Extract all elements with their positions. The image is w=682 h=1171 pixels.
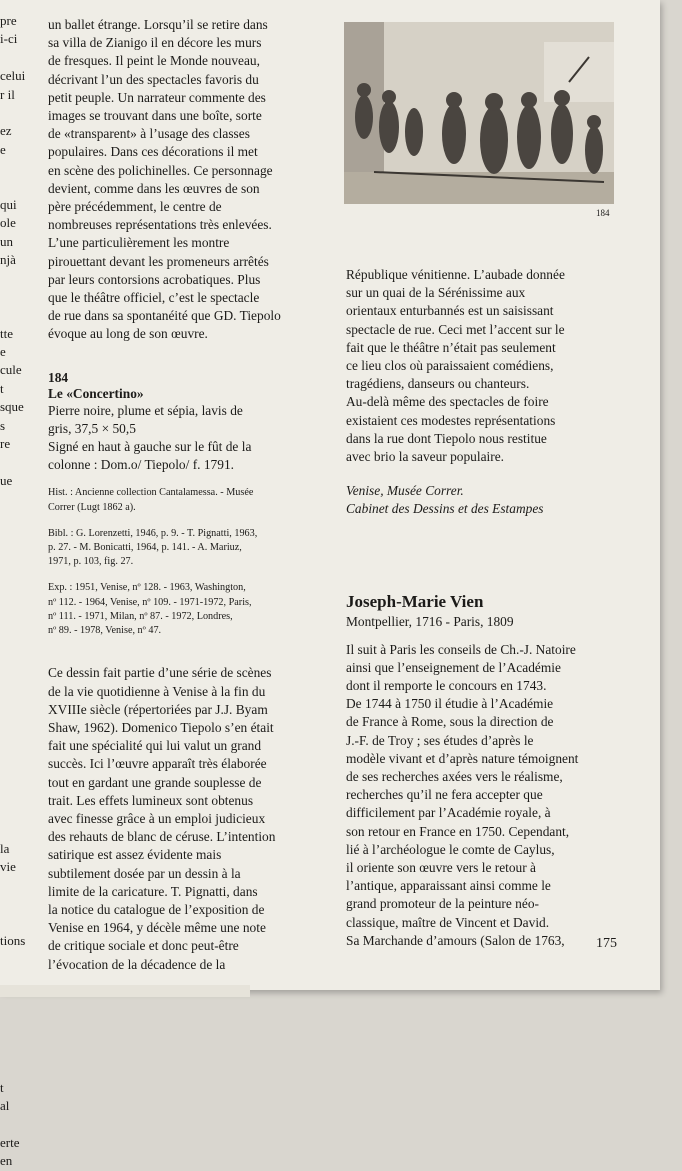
text-line: spectacle de rue. Ceci met l’accent sur le — [346, 321, 565, 337]
text-line: recherches qu’il ne fera accepter que — [346, 787, 543, 803]
edge-text-line — [0, 748, 32, 766]
edge-text-line: t — [0, 380, 4, 396]
edge-text-line — [0, 453, 32, 471]
text-line: Venise en 1964, y décèle même une note — [48, 920, 266, 936]
exhibition-line: Exp. : 1951, Venise, nº 128. - 1963, Washington, — [48, 582, 246, 594]
edge-text-line: e — [0, 344, 6, 360]
text-line: difficilement par l’Académie royale, à — [346, 805, 551, 821]
text-line: ce lieu clos où paraissaient comédiens, — [346, 358, 554, 374]
edge-text-line: al — [0, 1098, 10, 1114]
text-line: De 1744 à 1750 il étudie à l’Académie — [346, 696, 554, 712]
edge-text-line — [0, 1060, 32, 1078]
edge-text-line: ez — [0, 123, 12, 139]
text-line: fait une spécialité qui lui valut un grand — [48, 738, 262, 754]
edge-text-line — [0, 711, 32, 729]
text-line: que le théâtre officiel, c’est le spectacle — [48, 290, 260, 306]
text-line: Shaw, 1962). Domenico Tiepolo s’en était — [48, 719, 274, 735]
text-line: trait. Les effets lumineux sont obtenus — [48, 792, 254, 808]
text-line: Au-delà même des spectacles de foire — [346, 394, 549, 410]
text-line: limite de la caricature. T. Pignatti, dans — [48, 883, 258, 899]
edge-text-line — [0, 803, 32, 821]
text-line: Ce dessin fait partie d’une série de scènes — [48, 665, 272, 681]
text-line: en scène des polichinelles. Ce personnage — [48, 162, 273, 178]
edge-text-line — [0, 545, 32, 563]
text-line: modèle vivant et d’après nature témoignent — [346, 750, 579, 766]
edge-text-line — [0, 637, 32, 655]
artist-dates: Montpellier, 1716 - Paris, 1809 — [346, 613, 514, 629]
edge-text-line — [0, 876, 32, 894]
edge-text-line: tte — [0, 325, 13, 341]
right-para-1 — [346, 266, 636, 466]
text-line: orientaux enturbannés est un saisissant — [346, 303, 554, 319]
text-line: dont il remporte le concours en 1743. — [346, 678, 547, 694]
edge-text-line — [0, 821, 32, 839]
bibliography-line: 1971, p. 103, fig. 27. — [48, 556, 134, 568]
edge-text-line — [0, 1005, 32, 1023]
text-line: L’une particulièrement les montre — [48, 235, 230, 251]
edge-text-line — [0, 527, 32, 545]
text-line: il oriente son œuvre vers le retour à — [346, 860, 537, 876]
text-line: père précédemment, le centre de — [48, 199, 222, 215]
detail-line: Pierre noire, plume et sépia, lavis de — [48, 402, 243, 418]
edge-text-line: ole — [0, 215, 16, 231]
entry-details — [48, 402, 338, 475]
edge-text-line — [0, 950, 32, 968]
edge-text-line — [0, 766, 32, 784]
edge-text-line — [0, 509, 32, 527]
edge-text-line — [0, 729, 32, 747]
text-line: de France à Rome, sous la direction de — [346, 714, 554, 730]
edge-text-line — [0, 674, 32, 692]
exhibition-note — [48, 581, 338, 638]
text-line: tout en gardant une grande souplesse de — [48, 774, 262, 790]
edge-text-line: e — [0, 141, 6, 157]
text-line: de ses recherches axées vers le réalisme, — [346, 769, 563, 785]
bibliography-note — [48, 527, 338, 570]
detail-line: colonne : Dom.o/ Tiepolo/ f. 1791. — [48, 457, 234, 473]
history-line: Correr (Lugt 1862 a). — [48, 501, 136, 513]
edge-text-line — [0, 288, 32, 306]
edge-text-line: tions — [0, 932, 26, 948]
edge-text-line — [0, 49, 32, 67]
underlying-page-edge — [0, 985, 250, 997]
text-line: subtilement dosée par un dessin à la — [48, 865, 241, 881]
text-line: décrivant l’un des spectacles favoris du — [48, 71, 259, 87]
edge-text-line — [0, 1115, 32, 1133]
edge-text-line: un — [0, 233, 13, 249]
edge-text-line: re — [0, 435, 11, 451]
artist-name: Joseph-Marie Vien — [346, 591, 484, 611]
text-line: évoque au long de son œuvre. — [48, 326, 208, 342]
text-line: Sa Marchande d’amours (Salon de 1763, — [346, 932, 565, 948]
exhibition-line: nº 89. - 1978, Venise, nº 47. — [48, 625, 162, 637]
edge-text-line — [0, 104, 32, 122]
edge-text-line: ue — [0, 472, 13, 488]
exhibition-line: nº 111. - 1971, Milan, nº 87. - 1972, Londres, — [48, 610, 233, 622]
text-line: des rehauts de blanc de céruse. L’intention — [48, 829, 276, 845]
text-line: classique, maître de Vincent et David. — [346, 914, 550, 930]
text-line: existaient ces modestes représentations — [346, 412, 556, 428]
edge-text-line: njà — [0, 252, 16, 268]
text-line: un ballet étrange. Lorsqu’il se retire dans — [48, 17, 268, 32]
edge-text-line — [0, 692, 32, 710]
history-note — [48, 486, 338, 514]
text-line: de rue dans sa spontanéité que GD. Tiepolo — [48, 308, 281, 324]
text-line: XVIIIe siècle (répertoriées par J.J. Byam — [48, 701, 268, 717]
text-line: populaires. Dans ces décorations il met — [48, 144, 258, 160]
edge-text-line: r il — [0, 86, 15, 102]
exhibition-line: nº 112. - 1964, Venise, nº 109. - 1971-1972, Paris, — [48, 596, 252, 608]
text-line: de la vie quotidienne à Venise à la fin du — [48, 683, 266, 699]
text-line: petit peuple. Un narrateur commente des — [48, 89, 266, 105]
edge-text-line — [0, 656, 32, 674]
text-line: nombreuses représentations très enlevées. — [48, 217, 272, 233]
detail-line: Signé en haut à gauche sur le fût de la — [48, 439, 252, 455]
edge-text-line: en — [0, 1153, 13, 1169]
text-line: fait que le théâtre n’était pas seulement — [346, 339, 556, 355]
text-line: images se trouvant dans une boîte, sorte — [48, 108, 262, 124]
detail-line: gris, 37,5 × 50,5 — [48, 420, 136, 436]
edge-text-line — [0, 1023, 32, 1041]
left-para-1 — [48, 16, 338, 344]
edge-text-line: vie — [0, 858, 16, 874]
text-line: satirique est assez évidente mais — [48, 847, 222, 863]
edge-text-line: cule — [0, 362, 22, 378]
text-line: avec finesse grâce à un emploi judicieux — [48, 810, 266, 826]
text-line: lié à l’archéologue le comte de Caylus, — [346, 841, 555, 857]
left-para-2 — [48, 664, 338, 973]
text-line: J.-F. de Troy ; ses études d’après le — [346, 732, 534, 748]
page-number: 175 — [596, 936, 617, 951]
edge-text-line: sque — [0, 399, 24, 415]
text-line: République vénitienne. L’aubade donnée — [346, 267, 565, 282]
entry-title: Le «Concertino» — [48, 385, 144, 401]
edge-text-line: pre — [0, 13, 17, 28]
edge-text-line — [0, 913, 32, 931]
text-line: de fresques. Il peint le Monde nouveau, — [48, 53, 260, 69]
edge-text-line — [0, 269, 32, 287]
text-line: tragédiens, danseurs ou chanteurs. — [346, 376, 530, 392]
text-line: sur un quai de la Sérénissime aux — [346, 285, 526, 301]
text-line: pirouettant devant les promeneurs arrêtés — [48, 253, 269, 269]
edge-text-line — [0, 601, 32, 619]
edge-text-line — [0, 968, 32, 986]
edge-text-line — [0, 564, 32, 582]
text-line: sa villa de Zianigo il en décore les murs — [48, 35, 262, 51]
edge-text-line — [0, 895, 32, 913]
right-para-2 — [346, 641, 636, 950]
edge-text-line — [0, 159, 32, 177]
edge-text-line — [0, 490, 32, 508]
text-line: par leurs contorsions acrobatiques. Plus — [48, 271, 261, 287]
entry-number: 184 — [48, 369, 69, 385]
concertino-drawing — [344, 22, 614, 204]
edge-text-line — [0, 582, 32, 600]
edge-text-line: la — [0, 840, 10, 856]
edge-text-line — [0, 1042, 32, 1060]
artist-heading — [346, 591, 636, 631]
text-line: la notice du catalogue de l’exposition de — [48, 901, 265, 917]
text-line: l’antique, apparaissant ainsi comme le — [346, 878, 551, 894]
text-line: devient, comme dans les œuvres de son — [48, 180, 260, 196]
text-line: l’évocation de la décadence de la — [48, 956, 226, 972]
edge-text-line: erte — [0, 1134, 20, 1150]
text-line: avec brio la saveur populaire. — [346, 449, 505, 465]
bibliography-line: p. 27. - M. Bonicatti, 1964, p. 141. - A. Mariuz, — [48, 542, 242, 554]
right-column — [346, 266, 636, 950]
text-line: succès. Ici l’œuvre apparaît très élaborée — [48, 756, 267, 772]
edge-text-line — [0, 784, 32, 802]
text-line: de critique sociale et donc peut-être — [48, 938, 239, 954]
figure-caption: 184 — [596, 208, 610, 218]
edge-text-line: celui — [0, 68, 26, 84]
edge-text-line: qui — [0, 196, 17, 212]
edge-text-line: i-ci — [0, 31, 18, 47]
text-line: Il suit à Paris les conseils de Ch.-J. Natoire — [346, 641, 576, 657]
left-column — [48, 16, 338, 974]
bibliography-line: Bibl. : G. Lorenzetti, 1946, p. 9. - T. Pignatti, 1963, — [48, 527, 258, 539]
edge-text-line — [0, 178, 32, 196]
location-line: Cabinet des Dessins et des Estampes — [346, 501, 544, 517]
text-line: grand promoteur de la peinture néo- — [346, 896, 539, 912]
edge-text-line: s — [0, 417, 6, 433]
edge-text-line: t — [0, 1079, 4, 1095]
text-line: ainsi que l’enseignement de l’Académie — [346, 659, 561, 675]
history-line: Hist. : Ancienne collection Cantalamessa. - Musée — [48, 487, 254, 499]
text-line: dans la rue dont Tiepolo nous restitue — [346, 430, 547, 446]
artwork-illustration — [344, 22, 614, 204]
edge-text-line — [0, 619, 32, 637]
text-line: de «transparent» à l’usage des classes — [48, 126, 250, 142]
collection-location — [346, 482, 636, 518]
location-line: Venise, Musée Correr. — [346, 483, 464, 499]
text-line: son retour en France en 1750. Cependant, — [346, 823, 570, 839]
edge-text-line — [0, 306, 32, 324]
